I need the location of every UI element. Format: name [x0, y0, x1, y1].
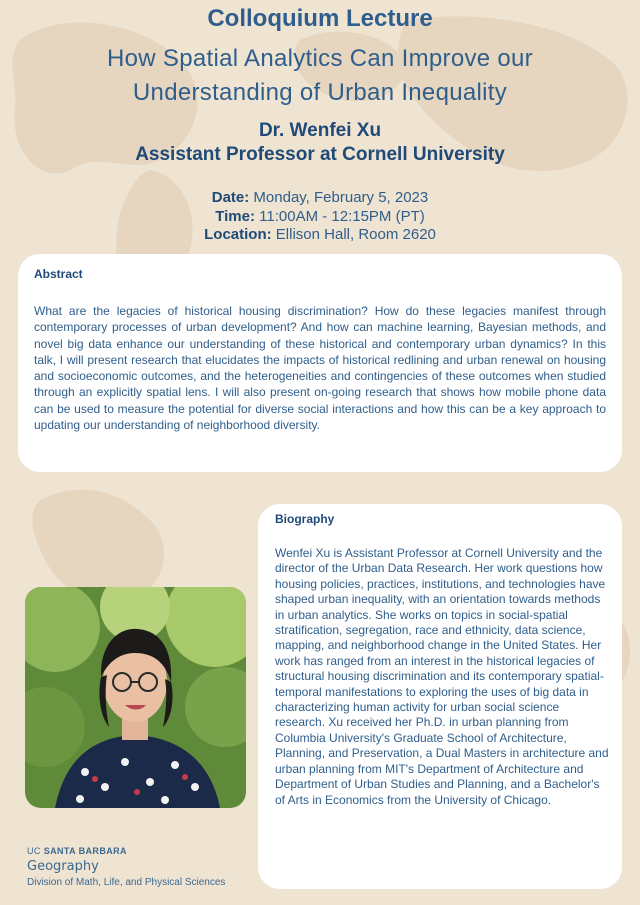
speaker-name: Dr. Wenfei Xu — [258, 120, 382, 141]
time-label: Time: — [215, 207, 255, 225]
speaker-title: Assistant Professor at Cornell University — [135, 144, 505, 165]
biography-card — [258, 504, 622, 889]
location-line — [0, 226, 640, 245]
time-line — [0, 208, 640, 227]
date-value: Monday, February 5, 2023 — [253, 189, 429, 206]
abstract-text: What are the legacies of historical housing discrimination? How do these legacies manifest through contemporary processes of urban development? And how can machine learning, Bayesian methods, and novel big data enhance our understanding of these historical and contemporary urban dynamics? In this talk, I will present research that elucidates the impacts of historical redlining and urban renewal on housing and socioeconomic outcomes, and the heterogeneities and contingencies of these outcomes when studied through an explicitly spatial lens. I will also present on-going research that shows how mobile phone data can be used to measure the potential for diverse social interactions and how this can be a key approach to updating our understanding of neighborhood diversity. — [34, 304, 606, 433]
location-label: Location: — [204, 226, 272, 243]
date-line — [0, 189, 640, 208]
biography-heading: Biography — [275, 512, 335, 526]
speaker-photo — [25, 587, 246, 808]
abstract-card — [18, 254, 622, 472]
logo-division: Division of Math, Life, and Physical Sciences — [27, 877, 226, 888]
event-details — [0, 189, 640, 245]
logo-department: Geography — [27, 859, 99, 874]
lecture-title: Colloquium Lecture — [207, 5, 433, 32]
logo-campus — [27, 845, 225, 857]
biography-text: Wenfei Xu is Assistant Professor at Cornell University and the director of the Urban Data Research. Her work questions how housing policies, practices, institutions, and technologies have shaped urban inequality, with an orientation towards methods in urban analytics. She works on topics in social-spatial stratification, segregation, race and ethnicity, data science, mapping, and neighborhood change in the United States. Her work has ranged from an interest in the historical legacies of structural housing discrimination and its contemporary spatial-temporal manifestations to exploring the uses of big data in characterizing human activity for urban social science research. Xu received her Ph.D. in urban planning from Columbia University's Graduate School of Architecture, Planning, and Preservation, a Dual Masters in architecture and urban planning from MIT's Department of Architecture and Department of Urban Studies and Planning, and a Bachelor's of Arts in Economics from the University of Chicago. — [275, 546, 609, 807]
ucsb-geography-logo — [27, 845, 225, 889]
abstract-heading: Abstract — [34, 267, 83, 281]
date-label: Date: — [211, 189, 250, 206]
logo-campus-name: SANTA BARBARA — [43, 846, 127, 856]
lecture-subtitle: How Spatial Analytics Can Improve our Understanding of Urban Inequality — [107, 45, 533, 106]
time-value: 11:00AM - 12:15PM (PT) — [259, 207, 425, 225]
logo-uc: UC — [27, 846, 41, 856]
location-value: Ellison Hall, Room 2620 — [275, 226, 436, 243]
